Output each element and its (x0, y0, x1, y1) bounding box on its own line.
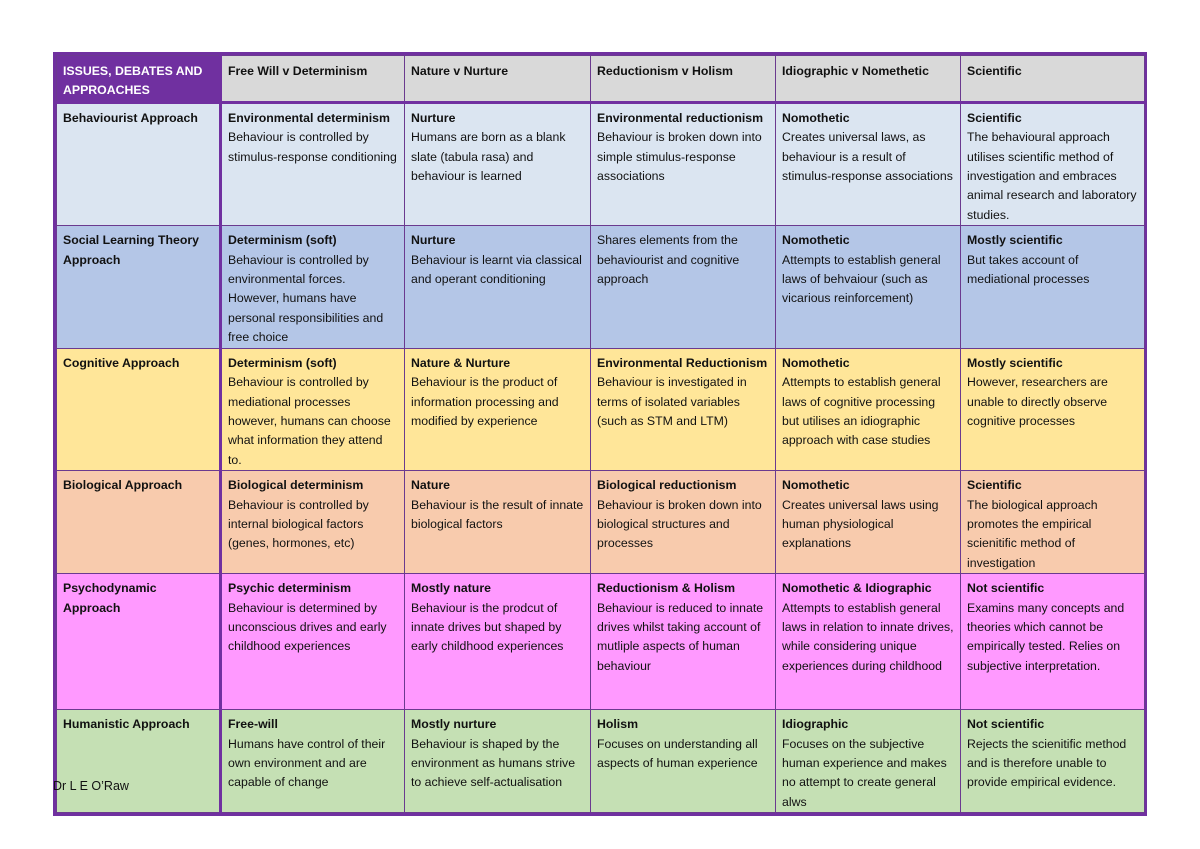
cell-text: Rejects the scienitific method and is therefore unable to provide empirical evidence. (967, 736, 1127, 790)
cell-title: Biological reductionism (597, 478, 737, 493)
approach-name: Cognitive Approach (57, 348, 221, 470)
table-cell (776, 226, 961, 348)
column-heading-reductionism-holism: Reductionism v Holism (591, 56, 776, 103)
table-cell (961, 348, 1145, 470)
table-cell (221, 710, 405, 813)
cell-text: Behaviour is shaped by the environment as humans strive to achieve self-actualisation (411, 736, 576, 790)
cell-title: Nurture (411, 110, 456, 125)
column-heading-idiographic-nomothetic: Idiographic v Nomethetic (776, 56, 961, 103)
cell-text: Attempts to establish general laws of cognitive processing but utilises an idiographic approach with case studies (782, 375, 941, 448)
table-cell (405, 471, 591, 574)
cell-title: Nurture (411, 233, 456, 248)
cell-text: Shares elements from the behaviourist and cognitive approach (597, 233, 740, 287)
cell-title: Holism (597, 717, 638, 732)
cell-text: Behaviour is investigated in terms of isolated variables (such as STM and LTM) (597, 375, 747, 428)
cell-title: Environmental determinism (228, 110, 390, 125)
table-cell (776, 348, 961, 470)
cell-title: Mostly nurture (411, 717, 497, 732)
cell-title: Nature & Nurture (411, 355, 511, 370)
cell-title: Reductionism & Holism (597, 581, 736, 596)
table-cell (776, 471, 961, 574)
cell-text: Behaviour is controlled by internal biological factors (genes, hormones, etc) (228, 497, 369, 551)
table-cell (961, 710, 1145, 813)
approach-row (57, 710, 1145, 813)
cell-title: Biological determinism (228, 478, 364, 493)
table-cell (776, 574, 961, 710)
cell-title: Psychic determinism (228, 581, 352, 596)
cell-text: The behavioural approach utilises scientific method of investigation and embraces animal research and laboratory studies. (967, 130, 1137, 222)
table-cell (221, 226, 405, 348)
corner-heading: ISSUES, DEBATES AND APPROACHES (57, 56, 221, 103)
cell-text: Humans are born as a blank slate (tabula rasa) and behaviour is learned (411, 130, 566, 184)
cell-text: Attempts to establish general laws in relation to innate drives, while considering unique experiences during childhood (782, 600, 954, 673)
table-cell (405, 226, 591, 348)
cell-title: Mostly nature (411, 581, 491, 596)
approach-name: Behaviourist Approach (57, 102, 221, 225)
cell-title: Nomothetic & Idiographic (782, 581, 932, 596)
cell-text: Focuses on understanding all aspects of human experience (597, 736, 758, 770)
cell-title: Determinism (soft) (228, 355, 337, 370)
cell-title: Nomothetic (782, 478, 850, 493)
cell-text: Humans have control of their own environment and are capable of change (228, 736, 386, 790)
cell-title: Mostly scientific (967, 233, 1063, 248)
cell-title: Mostly scientific (967, 355, 1063, 370)
table-cell (221, 102, 405, 225)
table-cell (221, 348, 405, 470)
cell-text: Behaviour is learnt via classical and operant conditioning (411, 252, 582, 287)
cell-title: Nature (411, 478, 450, 493)
cell-title: Determinism (soft) (228, 233, 337, 248)
table-cell (591, 348, 776, 470)
cell-text: Behaviour is the prodcut of innate drives but shaped by early childhood experiences (411, 600, 564, 654)
cell-title: Not scientific (967, 581, 1045, 596)
cell-title: Nomothetic (782, 110, 850, 125)
table-cell (776, 710, 961, 813)
cell-text: Creates universal laws using human physiological explanations (782, 497, 939, 551)
approaches-table-frame (53, 52, 1147, 816)
cell-text: Behaviour is broken down into biological structures and processes (597, 497, 762, 551)
approaches-table (56, 55, 1145, 813)
table-cell (961, 102, 1145, 225)
cell-title: Scientific (967, 110, 1022, 125)
table-cell (221, 574, 405, 710)
approach-row (57, 574, 1145, 710)
cell-text: Examins many concepts and theories which cannot be empirically tested. Relies on subjective interpretation. (967, 600, 1125, 673)
cell-text: Behaviour is controlled by mediational processes however, humans can choose what information they attend to. (228, 375, 391, 467)
table-cell (961, 471, 1145, 574)
table-cell (405, 348, 591, 470)
cell-title: Nomothetic (782, 355, 850, 370)
cell-title: Free-will (228, 717, 278, 732)
cell-text: Behaviour is controlled by stimulus-response conditioning (228, 130, 397, 164)
approach-row (57, 102, 1145, 225)
approach-name: Social Learning Theory Approach (57, 226, 221, 348)
cell-text: Focuses on the subjective human experience and makes no attempt to create general alws (782, 736, 947, 809)
table-cell (405, 102, 591, 225)
table-cell (961, 226, 1145, 348)
cell-text: Attempts to establish general laws of behvaiour (such as vicarious reinforcement) (782, 252, 941, 306)
cell-title: Not scientific (967, 717, 1045, 732)
approach-name: Psychodynamic Approach (57, 574, 221, 710)
table-cell (591, 226, 776, 348)
approach-row (57, 226, 1145, 348)
cell-text: The biological approach promotes the empirical scienitific method of investigation (967, 497, 1098, 570)
author-footer: Dr L E O’Raw (53, 779, 129, 793)
cell-text: Creates universal laws, as behaviour is a result of stimulus-response associations (782, 130, 953, 184)
approach-name: Biological Approach (57, 471, 221, 574)
cell-text: Behaviour is reduced to innate drives whilst taking account of mutliple aspects of human behaviour (597, 600, 764, 673)
cell-text: Behaviour is the result of innate biological factors (411, 497, 584, 531)
table-cell (776, 102, 961, 225)
column-heading-nature-nurture: Nature v Nurture (405, 56, 591, 103)
cell-text: Behaviour is the product of information processing and modified by experience (411, 375, 559, 428)
cell-text: However, researchers are unable to directly observe cognitive processes (967, 375, 1108, 428)
approach-row (57, 348, 1145, 470)
cell-title: Idiographic (782, 717, 849, 732)
header-row (57, 56, 1145, 103)
approach-row (57, 471, 1145, 574)
table-cell (405, 710, 591, 813)
table-cell (405, 574, 591, 710)
table-cell (961, 574, 1145, 710)
cell-title: Nomothetic (782, 233, 850, 248)
table-cell (591, 102, 776, 225)
cell-title: Environmental reductionism (597, 110, 764, 125)
approach-name: Humanistic Approach (57, 710, 221, 813)
cell-text: Behaviour is determined by unconscious drives and early childhood experiences (228, 600, 387, 654)
cell-title: Environmental Reductionism (597, 355, 768, 370)
cell-title: Scientific (967, 478, 1022, 493)
table-cell (221, 471, 405, 574)
column-heading-scientific: Scientific (961, 56, 1145, 103)
column-heading-free-will: Free Will v Determinism (221, 56, 405, 103)
cell-text: Behaviour is controlled by environmental forces. However, humans have personal responsibilities and free choice (228, 252, 384, 345)
table-cell (591, 471, 776, 574)
table-cell (591, 710, 776, 813)
table-cell (591, 574, 776, 710)
cell-text: Behaviour is broken down into simple stimulus-response associations (597, 130, 762, 184)
cell-text: But takes account of mediational processes (967, 252, 1090, 287)
